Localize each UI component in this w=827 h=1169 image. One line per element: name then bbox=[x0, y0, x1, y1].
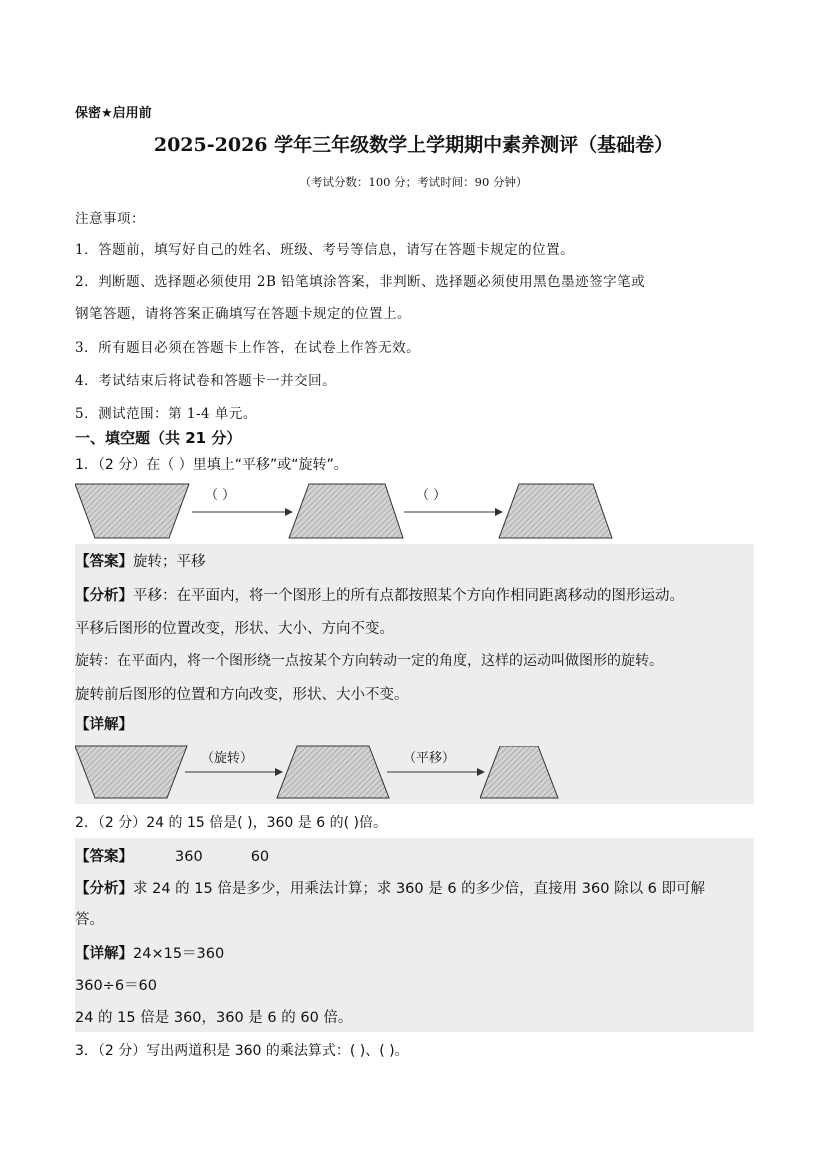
answer-tag: 【答案】 bbox=[75, 554, 133, 570]
analysis-line bbox=[75, 584, 684, 605]
notice-heading: 注意事项： bbox=[75, 211, 145, 227]
section-title: 一、填空题（共 21 分） bbox=[75, 429, 242, 447]
notice-item: 1．答题前，填写好自己的姓名、班级、考号等信息，请写在答题卡规定的位置。 bbox=[75, 242, 575, 258]
analysis-text: 答。 bbox=[75, 912, 104, 928]
label-rotate: （旋转） bbox=[201, 751, 254, 766]
answer-block-2 bbox=[75, 838, 754, 1032]
notice-item: 3．所有题目必须在答题卡上作答，在试卷上作答无效。 bbox=[75, 340, 421, 356]
trapezoid-upright bbox=[289, 484, 403, 538]
answer-tag: 【答案】 bbox=[75, 849, 133, 865]
notice-item: 5．测试范围：第 1-4 单元。 bbox=[75, 406, 257, 422]
page-title: 2025-2026 学年三年级数学上学期期中素养测评（基础卷） bbox=[153, 134, 674, 156]
analysis-tag: 【分析】 bbox=[75, 881, 133, 897]
question-1-stem: 1．（2 分）在（ ）里填上“平移”或“旋转”。 bbox=[75, 457, 348, 473]
notice-item: 钢笔答题，请将答案正确填写在答题卡规定的位置上。 bbox=[75, 306, 411, 322]
analysis-line bbox=[75, 877, 705, 898]
question-3-stem: 3．（2 分）写出两道积是 360 的乘法算式：( )、( )。 bbox=[75, 1043, 409, 1059]
answer-value-1: 360 bbox=[175, 849, 203, 865]
q1-blank-1: （ ） bbox=[205, 488, 236, 503]
label-translate: （平移） bbox=[403, 751, 456, 766]
notice-item: 4．考试结束后将试卷和答题卡一并交回。 bbox=[75, 373, 337, 389]
analysis-text: 求 24 的 15 倍是多少，用乘法计算；求 360 是 6 的多少倍，直接用 360 除以 6 即可解 bbox=[133, 881, 706, 897]
exam-info: （考试分数：100 分；考试时间：90 分钟） bbox=[299, 175, 528, 189]
trapezoid-inverted bbox=[75, 484, 189, 538]
confidential-label: 保密★启用前 bbox=[75, 106, 152, 121]
detail-tag: 【详解】 bbox=[75, 717, 133, 733]
detail-text: 24×15＝360 bbox=[133, 946, 225, 962]
analysis-text: 旋转：在平面内，将一个图形绕一点按某个方向转动一定的角度，这样的运动叫做图形的旋转。 bbox=[75, 653, 663, 669]
analysis-text: 旋转前后图形的位置和方向改变，形状、大小不变。 bbox=[75, 687, 409, 703]
detail-text: 360÷6＝60 bbox=[75, 978, 158, 994]
detail-tag: 【详解】 bbox=[75, 946, 133, 962]
q1-figure bbox=[75, 480, 615, 542]
detail-text: 24 的 15 倍是 360，360 是 6 的 60 倍。 bbox=[75, 1010, 353, 1026]
analysis-text: 平移：在平面内，将一个图形上的所有点都按照某个方向作相同距离移动的图形运动。 bbox=[133, 588, 684, 604]
answer-line bbox=[75, 550, 206, 571]
trapezoid-upright bbox=[499, 484, 612, 538]
question-2-stem: 2．（2 分）24 的 15 倍是( )，360 是 6 的( )倍。 bbox=[75, 815, 387, 831]
analysis-text: 平移后图形的位置改变，形状、大小、方向不变。 bbox=[75, 621, 394, 637]
answer-value-2: 60 bbox=[250, 849, 270, 865]
q1-detail-figure-last bbox=[480, 746, 560, 800]
answer-text: 旋转；平移 bbox=[133, 554, 206, 570]
analysis-tag: 【分析】 bbox=[75, 588, 133, 604]
q1-blank-2: （ ） bbox=[416, 488, 447, 503]
answer-line bbox=[75, 845, 269, 866]
notice-item: 2．判断题、选择题必须使用 2B 铅笔填涂答案，非判断、选择题必须使用黑色墨迹签字笔或 bbox=[75, 274, 646, 290]
detail-line bbox=[75, 942, 224, 963]
